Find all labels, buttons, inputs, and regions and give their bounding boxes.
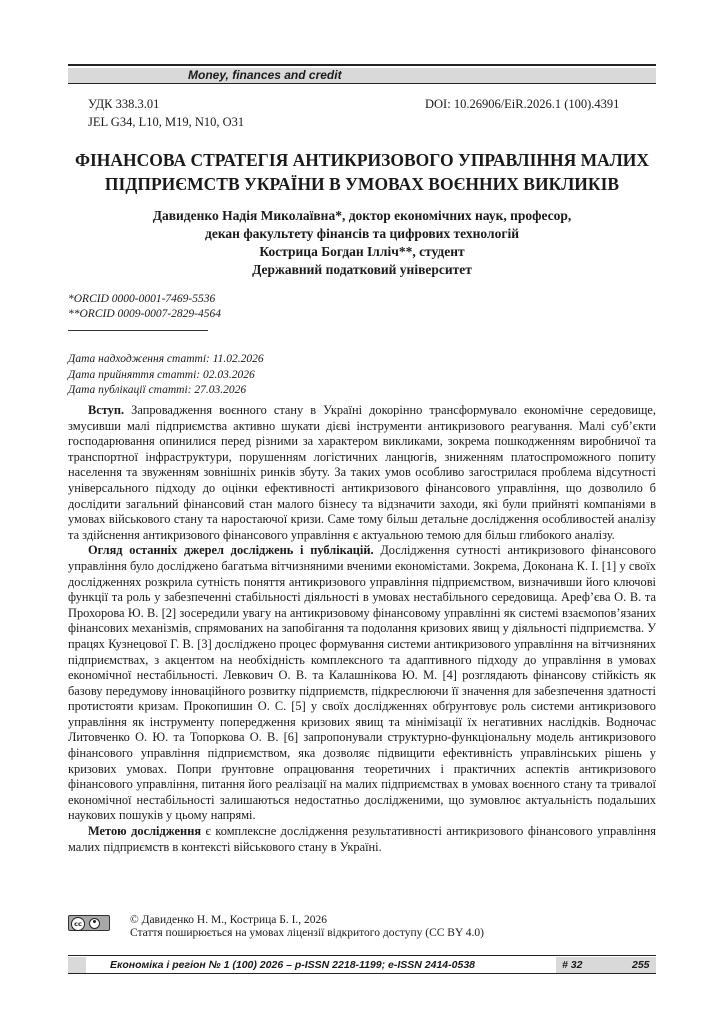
footer-issue-number: # 32: [562, 959, 583, 971]
page-number: 255: [632, 959, 650, 971]
title-line: ФІНАНСОВА СТРАТЕГІЯ АНТИКРИЗОВОГО УПРАВЛІННЯ МАЛИХ: [74, 150, 650, 170]
cc-icon: cc: [71, 917, 85, 931]
date-accepted: Дата прийняття статті: 02.03.2026: [68, 368, 255, 381]
orcid-2: **ORCID 0009-0007-2829-4564: [68, 308, 221, 320]
author-1-name: Давиденко Надія Миколаївна*, доктор економічних наук, професор,: [152, 208, 572, 223]
doi: DOI: 10.26906/EiR.2026.1 (100).4391: [425, 97, 620, 111]
intro-heading: Вступ.: [88, 403, 125, 417]
title-line: ПІДПРИЄМСТВ УКРАЇНИ В УМОВАХ ВОЄННИХ ВИКЛИКІВ: [104, 174, 620, 194]
author-2-name: Кострица Богдан Ілліч**, студент: [259, 244, 465, 259]
journal-section: Money, finances and credit: [188, 68, 342, 82]
license-notice: [130, 914, 484, 940]
classification-codes: [88, 95, 244, 131]
footer-journal-info: Економіка і регіон № 1 (100) 2026 – p-ISSN 2218-1199; e-ISSN 2414-0538: [110, 959, 475, 971]
footer-rule-bottom: [68, 973, 656, 974]
udc-code: УДК 338.3.01: [88, 97, 160, 111]
person-icon: [89, 918, 100, 929]
intro-text: Запровадження воєнного стану в Україні докорінно трансформувало економічне середовище, змусивши малі підприємства активно шукати дієві інструменти антикризового реагування. Малі суб’єкти господарювання опинилися перед різними за характером викликами, зокрема пошкодженням виробничої та транспортної інфраструктури, порушенням логістичних ланцюгів, зниженням платоспроможного попиту населення та звуженням зовнішніх ринків збуту. За таких умов особливо загострилася проблема відсутності універсального підходу до оцінки ефективності антикризового фінансового управління, що дозволило б дослідити загальний фінансовий стан малого бізнесу та відзначити заходи, які були прийняті компаніями в умовах військового стану та наростаючої кризи. Саме тому більш детальне дослідження особливостей аналізу та здійснення антикризового фінансового управління є актуальною темою для більш глибокого аналізу.: [68, 403, 656, 542]
date-published: Дата публікації статті: 27.03.2026: [68, 384, 247, 396]
author-block: [62, 207, 662, 279]
cc-by-license-icon: [68, 915, 110, 931]
footer-shade-left: [68, 957, 86, 973]
jel-codes: JEL G34, L10, M19, N10, O31: [88, 115, 245, 129]
aim-heading: Метою дослідження: [88, 824, 202, 839]
date-received: Дата надходження статті: 11.02.2026: [68, 353, 264, 365]
running-header: [68, 68, 656, 83]
intro-paragraph: [68, 403, 656, 543]
article-body: [68, 403, 656, 855]
review-text: Дослідження сутності антикризового фінансового управління було досліджено багатьма вітчизняними вченими економістами. Зокрема, Доконана К. І. [1] у своїх дослідженнях розкрила сутність поняття антикризового управління підприємством, визначивши його ключові функції та роль у забезпеченні стабільності діяльності в умовах нестабільного середовища. Ареф’єва О. В. та Прохорова Ю. В. [2] зосередили увагу на антикризовому фінансовому управлінні як системі взаємопов’язаних фінансових механізмів, спрямованих на запобігання та подолання кризових явищ у діяльності підприємства. У працях Кузнецової Г. В. [3] досліджено процес формування системи антикризового управління на вітчизняних підприємствах, з акцентом на необхідність комплексного та адаптивного підходу до управління в умовах економічної нестабільності. Левкович О. В. та Калашнікова Ю. М. [4] розглядають фінансову стійкість як базову передумову інноваційного розвитку підприємств, підкреслюючи її значення для забезпечення здатності протистояти кризам. Прокопишин О. С. [5] у своїх дослідженнях обґрунтовує роль системи антикризового управління як інструменту попередження кризових явищ та мінімізації їх негативних наслідків. Водночас Литовченко О. Ю. та Топоркова О. В. [6] запропонували структурно-функціональну модель антикризового фінансового управління підприємством, яка дозволяє підвищити ефективність управлінських рішень у кризових умовах. Попри ґрунтовне опрацювання теоретичних і практичних аспектів антикризового фінансового управління, питання його реалізації на малих підприємствах в умовах воєнного стану та тривалої економічної нестабільності залишаються недостатньо дослідженими, що зумовлює актуальність подальших наукових пошуків у цьому напрямі.: [68, 543, 656, 823]
header-rule-bottom: [68, 83, 656, 84]
header-rule-top: [68, 64, 656, 66]
article-title: [62, 148, 662, 196]
orcid-1: *ORCID 0000-0001-7469-5536: [68, 293, 216, 305]
review-paragraph: [68, 543, 656, 824]
review-heading: Огляд останніх джерел досліджень і публікацій.: [88, 543, 374, 558]
running-footer: [68, 957, 656, 973]
author-1-affiliation: декан факультету фінансів та цифрових технологій: [205, 226, 519, 241]
separator-rule: [68, 330, 208, 331]
license-terms: Стаття поширюється на умовах ліцензії відкритого доступу (CC BY 4.0): [130, 927, 484, 939]
aim-text: є комплексне дослідження результативності антикризового фінансового управління малих підприємств в контексті військового стану в Україні.: [68, 824, 656, 854]
orcid-block: [68, 292, 221, 322]
institution: Державний податковий університет: [252, 262, 472, 277]
aim-paragraph: [68, 824, 656, 855]
article-dates: [68, 352, 264, 399]
footer-rule-top: [68, 955, 656, 956]
copyright-line: © Давиденко Н. М., Кострица Б. І., 2026: [130, 914, 328, 926]
